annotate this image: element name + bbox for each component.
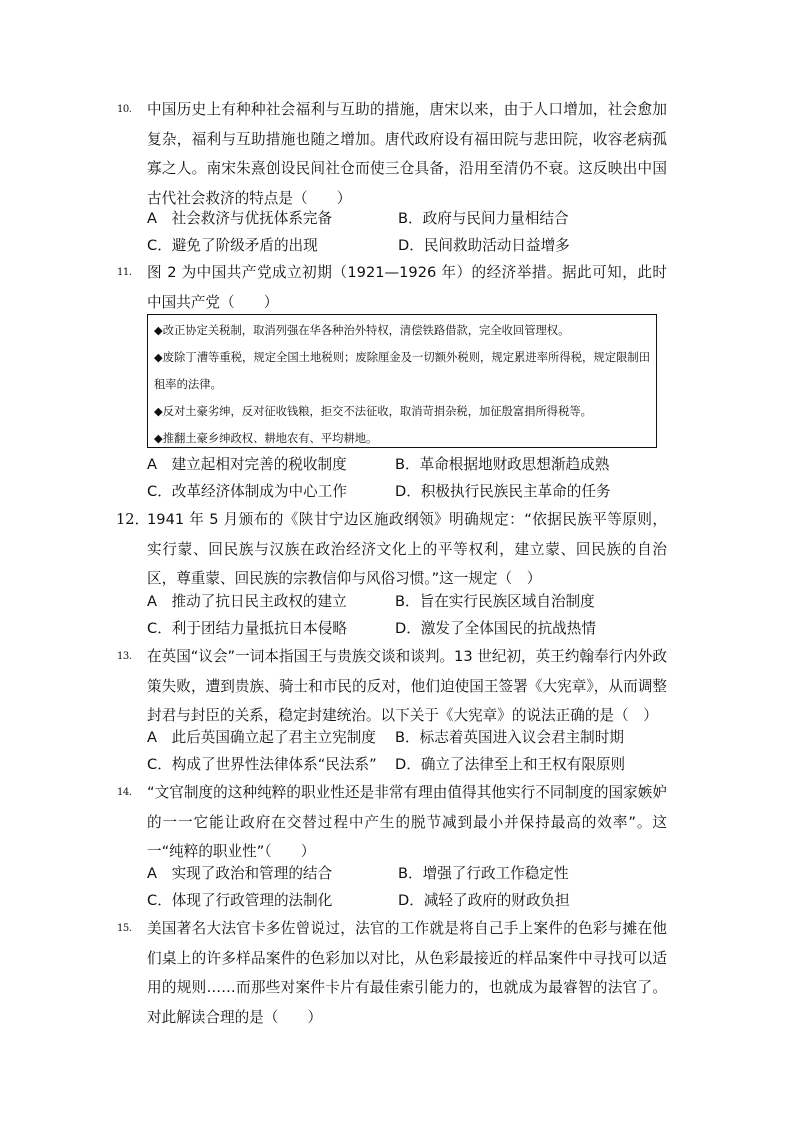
option-c[interactable]: C．利于团结力量抵抗日本侵略 xyxy=(147,620,347,637)
question-11 xyxy=(117,258,667,317)
question-15 xyxy=(117,914,667,1032)
question-13 xyxy=(117,642,667,731)
option-b[interactable]: B．政府与民间力量相结合 xyxy=(398,210,569,227)
option-d[interactable]: D．减轻了政府的财政负担 xyxy=(398,892,570,909)
question-10-options xyxy=(147,205,667,259)
option-a[interactable]: A 此后英国确立起了君主立宪制度 xyxy=(147,729,376,746)
box-line: ◆改正协定关税制，取消列强在华各种治外特权，清偿铁路借款，完全收回管理权。 xyxy=(154,324,570,337)
box-line: ◆废除丁漕等重税，规定全国土地税则；废除厘金及一切额外税则，规定累进率所得税，规定限制田租率的法律。 xyxy=(154,351,650,391)
option-b[interactable]: B．增强了行政工作稳定性 xyxy=(398,865,569,882)
question-number: 12． xyxy=(116,511,150,528)
question-number: 11. xyxy=(117,267,132,278)
option-b[interactable]: B．标志着英国进入议会君主制时期 xyxy=(395,729,624,746)
option-d[interactable]: D．积极执行民族民主革命的任务 xyxy=(395,483,611,500)
question-number: 14. xyxy=(117,787,132,798)
option-b[interactable]: B．旨在实行民族区域自治制度 xyxy=(395,593,595,610)
option-c[interactable]: C．改革经济体制成为中心工作 xyxy=(147,483,347,500)
question-12-options xyxy=(147,588,667,642)
question-13-options xyxy=(147,724,667,778)
question-11-options xyxy=(147,451,667,505)
question-10 xyxy=(117,95,667,213)
option-a[interactable]: A 实现了政治和管理的结合 xyxy=(147,865,333,882)
figure-2-box xyxy=(147,314,657,448)
option-b[interactable]: B．革命根据地财政思想渐趋成熟 xyxy=(395,456,610,473)
question-14 xyxy=(117,778,667,867)
option-c[interactable]: C．构成了世界性法律体系“民法系” xyxy=(147,756,377,773)
option-c[interactable]: C．避免了阶级矛盾的出现 xyxy=(147,237,318,254)
option-c[interactable]: C．体现了行政管理的法制化 xyxy=(147,892,333,909)
question-stem: 美国著名大法官卡多佐曾说过，法官的工作就是将自己手上案件的色彩与摊在他们桌上的许多样品案件的色彩加以对比，从色彩最接近的样品案件中寻找可以适用的规则……而那些对案件卡片有最佳索引能力的，也就成为最睿智的法官了。对此解读合理的是（ ） xyxy=(147,920,667,1026)
question-12 xyxy=(116,505,667,594)
option-a[interactable]: A 社会救济与优抚体系完备 xyxy=(147,210,333,227)
option-d[interactable]: D．确立了法律至上和王权有限原则 xyxy=(395,756,626,773)
question-number: 15. xyxy=(117,923,132,934)
question-stem: “文官制度的这种纯粹的职业性还是非常有理由值得其他实行不同制度的国家嫉妒的一一它能让政府在交替过程中产生的脱节减到最小并保持最高的效率”。这一“纯粹的职业性”（ ） xyxy=(147,784,667,860)
box-line: ◆推翻土豪乡绅政权、耕地农有、平均耕地。 xyxy=(154,432,378,445)
question-number: 13. xyxy=(117,651,132,662)
question-14-options xyxy=(147,860,667,914)
option-a[interactable]: A 建立起相对完善的税收制度 xyxy=(147,456,347,473)
box-line: ◆反对土豪劣绅，反对征收钱粮，拒交不法征收，取消苛捐杂税，加征殷富捐所得税等。 xyxy=(154,405,592,418)
question-stem: 中国历史上有种种社会福利与互助的措施，唐宋以来，由于人口增加，社会愈加复杂，福利与互助措施也随之增加。唐代政府设有福田院与悲田院，收容老病孤寡之人。南宋朱熹创设民间社仓而使三仓具备，沿用至清仍不衰。这反映出中国古代社会救济的特点是（ ） xyxy=(147,101,667,207)
question-stem: 1941 年 5 月颁布的《陕甘宁边区施政纲领》明确规定：“依据民族平等原则，实行蒙、回民族与汉族在政治经济文化上的平等权利，建立蒙、回民族的自治区，尊重蒙、回民族的宗教信仰与风俗习惯。”这一规定（ ） xyxy=(147,511,667,587)
option-a[interactable]: A 推动了抗日民主政权的建立 xyxy=(147,593,347,610)
question-stem: 图 2 为中国共产党成立初期（1921—1926 年）的经济举措。据此可知，此时中国共产党（ ） xyxy=(147,264,667,311)
question-number: 10. xyxy=(117,104,132,115)
option-d[interactable]: D．激发了全体国民的抗战热情 xyxy=(395,620,596,637)
option-d[interactable]: D．民间救助活动日益增多 xyxy=(398,237,570,254)
question-stem: 在英国“议会”一词本指国王与贵族交谈和谈判。13 世纪初，英王约翰奉行内外政策失败，遭到贵族、骑士和市民的反对，他们迫使国王签署《大宪章》，从而调整封君与封臣的关系，稳定封建统治。以下关于《大宪章》的说法正确的是（ ） xyxy=(147,648,667,724)
